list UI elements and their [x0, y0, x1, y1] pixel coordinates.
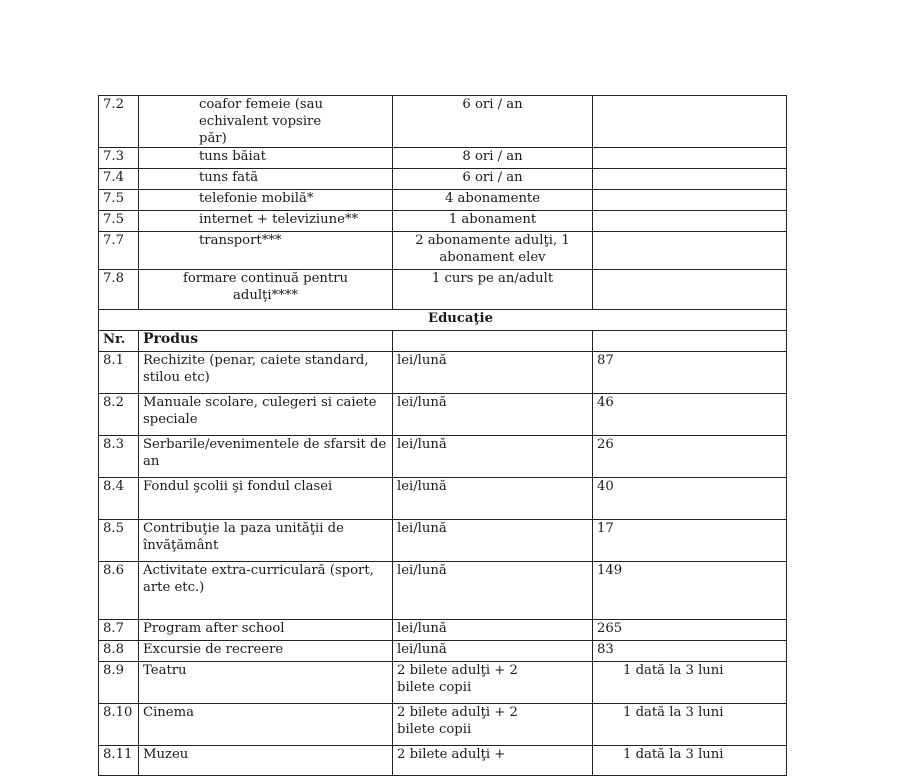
table-row [99, 352, 787, 394]
value [593, 232, 787, 270]
unit: lei/lună [393, 478, 593, 520]
unit: 2 bilete adulţi + [393, 746, 593, 776]
column-header-unit [393, 331, 593, 352]
value: 17 [593, 520, 787, 562]
product-name: Cinema [139, 704, 393, 746]
product-name: tuns fată [139, 169, 393, 190]
row-number: 8.9 [99, 662, 139, 704]
table-row [99, 394, 787, 436]
value [593, 148, 787, 169]
row-number: 8.3 [99, 436, 139, 478]
product-name: Excursie de recreere [139, 641, 393, 662]
row-number: 7.4 [99, 169, 139, 190]
table-row [99, 232, 787, 270]
column-header-nr: Nr. [99, 331, 139, 352]
table-row [99, 562, 787, 620]
unit: lei/lună [393, 562, 593, 620]
row-number: 8.4 [99, 478, 139, 520]
product-name: Activitate extra-curriculară (sport, arte etc.) [139, 562, 393, 620]
value [593, 211, 787, 232]
table-row [99, 211, 787, 232]
column-header-value [593, 331, 787, 352]
row-number: 8.1 [99, 352, 139, 394]
row-number: 7.2 [99, 96, 139, 148]
product-name: tuns băiat [139, 148, 393, 169]
table-row [99, 96, 787, 148]
row-number: 7.5 [99, 190, 139, 211]
row-number: 7.5 [99, 211, 139, 232]
product-name: coafor femeie (sau echivalent vopsire păr) [139, 96, 393, 148]
section-title: Educaţie [99, 310, 787, 331]
product-name: Fondul şcolii şi fondul clasei [139, 478, 393, 520]
value [593, 270, 787, 310]
product-name: Teatru [139, 662, 393, 704]
quantity: 8 ori / an [393, 148, 593, 169]
value [593, 190, 787, 211]
column-header-product: Produs [139, 331, 393, 352]
row-number: 7.7 [99, 232, 139, 270]
row-number: 7.3 [99, 148, 139, 169]
product-name: transport*** [139, 232, 393, 270]
quantity: 4 abonamente [393, 190, 593, 211]
expense-table [98, 95, 787, 776]
table-row [99, 620, 787, 641]
row-number: 8.10 [99, 704, 139, 746]
value [593, 96, 787, 148]
value: 87 [593, 352, 787, 394]
quantity: 1 curs pe an/adult [393, 270, 593, 310]
row-number: 8.7 [99, 620, 139, 641]
unit: lei/lună [393, 394, 593, 436]
table-row [99, 704, 787, 746]
quantity: 1 abonament [393, 211, 593, 232]
column-header-row [99, 331, 787, 352]
product-name: internet + televiziune** [139, 211, 393, 232]
unit: lei/lună [393, 620, 593, 641]
product-name: Muzeu [139, 746, 393, 776]
product-name: Manuale scolare, culegeri si caiete speciale [139, 394, 393, 436]
product-name: formare continuă pentru adulţi**** [139, 270, 393, 310]
table-row [99, 169, 787, 190]
table-row [99, 478, 787, 520]
table-row [99, 520, 787, 562]
value: 1 dată la 3 luni [593, 704, 787, 746]
product-name: Rechizite (penar, caiete standard, stilou etc) [139, 352, 393, 394]
unit: 2 bilete adulţi + 2 bilete copii [393, 662, 593, 704]
quantity: 2 abonamente adulţi, 1 abonament elev [393, 232, 593, 270]
value: 46 [593, 394, 787, 436]
value [593, 169, 787, 190]
product-name: Contribuţie la paza unităţii de învăţământ [139, 520, 393, 562]
value: 149 [593, 562, 787, 620]
unit: lei/lună [393, 352, 593, 394]
table-row [99, 641, 787, 662]
table-row [99, 190, 787, 211]
quantity: 6 ori / an [393, 96, 593, 148]
table-row [99, 436, 787, 478]
row-number: 8.5 [99, 520, 139, 562]
value: 1 dată la 3 luni [593, 662, 787, 704]
row-number: 8.6 [99, 562, 139, 620]
quantity: 6 ori / an [393, 169, 593, 190]
value: 265 [593, 620, 787, 641]
table-row [99, 270, 787, 310]
table-row [99, 148, 787, 169]
value: 26 [593, 436, 787, 478]
section-header-row [99, 310, 787, 331]
unit: lei/lună [393, 520, 593, 562]
product-name: Serbarile/evenimentele de sfarsit de an [139, 436, 393, 478]
unit: 2 bilete adulţi + 2 bilete copii [393, 704, 593, 746]
product-name: telefonie mobilă* [139, 190, 393, 211]
unit: lei/lună [393, 641, 593, 662]
row-number: 8.11 [99, 746, 139, 776]
product-name: Program after school [139, 620, 393, 641]
unit: lei/lună [393, 436, 593, 478]
value: 40 [593, 478, 787, 520]
row-number: 8.8 [99, 641, 139, 662]
table-row [99, 746, 787, 776]
value: 83 [593, 641, 787, 662]
value: 1 dată la 3 luni [593, 746, 787, 776]
table-row [99, 662, 787, 704]
row-number: 8.2 [99, 394, 139, 436]
row-number: 7.8 [99, 270, 139, 310]
